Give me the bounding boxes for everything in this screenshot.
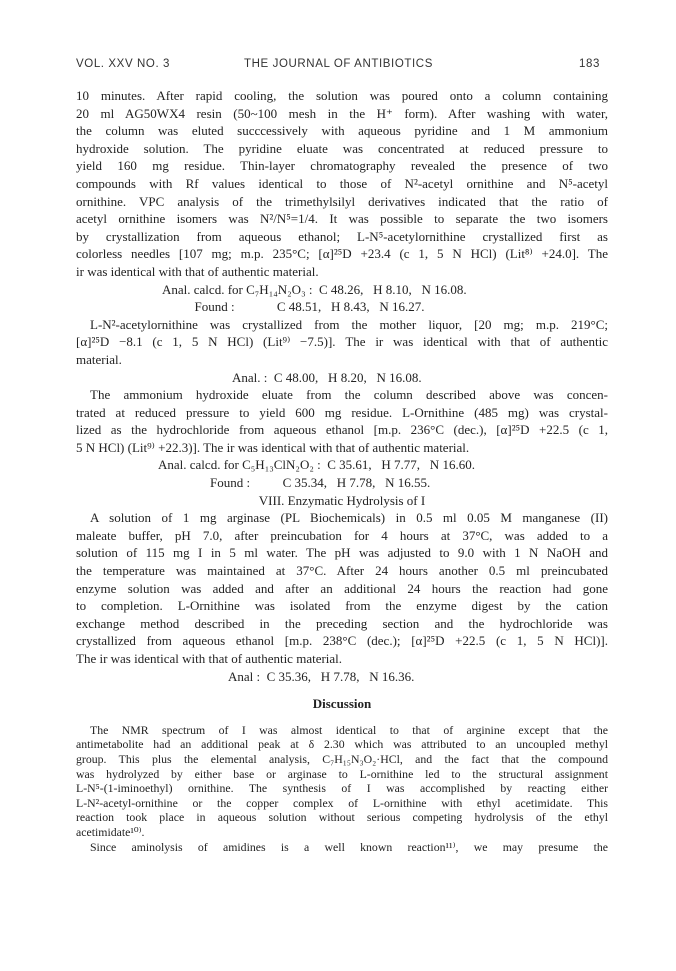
volume-number: VOL. XXV NO. 3 (76, 58, 171, 70)
paragraph-n2-acetylornithine (76, 316, 608, 369)
text-line: reaction took place in aqueous solution without serious competing hydrolysis of the ethyl (76, 810, 608, 825)
text-line: The ammonium hydroxide eluate from the column described above was concen- (90, 387, 608, 403)
text-line: compounds with Rf values identical to those of N²-acetyl ornithine and N⁵-acetyl (76, 175, 608, 191)
text-line: 5 N HCl) (Lit⁹⁾ +22.3)]. The ir was identical with that of authentic material. (76, 439, 470, 455)
discussion-heading: Discussion (312, 696, 372, 712)
text-line: A solution of 1 mg arginase (PL Biochemicals) in 0.5 ml 0.05 M manganese (II) (90, 510, 608, 526)
journal-title: THE JOURNAL OF ANTIBIOTICS (244, 58, 433, 70)
discussion-text (76, 723, 608, 854)
analysis-line: Anal. calcd. for C₇H₁₄N₂O₃ : C 48.26, H 8.10, N 16.08. (162, 281, 467, 297)
elemental-analysis-1 (76, 281, 608, 316)
text-line: trated at reduced pressure to yield 600 mg residue. L-Ornithine (485 mg) was crystal- (76, 404, 608, 420)
text-line: group. This plus the elemental analysis, C₇H₁₅N₃O₂·HCl, and the fact that the compound (76, 751, 608, 766)
text-line: L-N²-acetyl-ornithine or the copper complex of L-ornithine with ethyl acetimidate. This (76, 795, 608, 810)
paragraph-enzymatic-hydrolysis (76, 509, 608, 667)
running-header (76, 58, 600, 76)
text-line: material. (76, 351, 122, 367)
article-body (76, 87, 608, 854)
text-line: enzyme solution was added and after an additional 24 hours the reaction had gone (76, 580, 608, 596)
page-number: 183 (579, 58, 600, 70)
elemental-analysis-3 (76, 456, 608, 491)
text-line: 10 minutes. After rapid cooling, the solution was poured onto a column containing (76, 88, 608, 103)
text-line: L-N⁵-(1-iminoethyl) ornithine. The synthesis of I was accomplished by reacting either (76, 781, 608, 796)
text-line: exchange method described in the preceding section and the hydrochloride was (76, 615, 608, 631)
paragraph-ornithine (76, 386, 608, 456)
text-line: 20 ml AG50WX4 resin (50~100 mesh in the H⁺ form). After washing with water, (76, 105, 608, 121)
elemental-analysis-4 (76, 668, 608, 686)
analysis-line: Anal. : C 48.00, H 8.20, N 16.08. (232, 369, 422, 385)
text-line: by crystallization from aqueous ethanol; L-N⁵-acetylornithine crystallized first as (76, 228, 608, 244)
text-line: [α]²⁵D −8.1 (c 1, 5 N HCl) (Lit⁹⁾ −7.5)]. The ir was identical with that of authentic (76, 334, 608, 350)
text-line: was hydrolyzed by either base or arginase to L-ornithine led to the structural assignment (76, 766, 608, 781)
text-line: the temperature was maintained at 37°C. After 24 hours another 0.5 ml preincubated (76, 563, 608, 579)
text-line: maleate buffer, pH 7.0, after preincubation for 4 hours at 37°C, was added to a (76, 527, 608, 543)
spacer (76, 685, 608, 695)
text-line: ornithine. VPC analysis of the trimethylsilyl derivatives indicated that the ratio of (76, 193, 608, 209)
text-line: lized as the hydrochloride from aqueous ethanol [m.p. 236°C (dec.), [α]²⁵D +22.5 (c 1, (76, 422, 608, 438)
text-line: yield 160 mg residue. Thin-layer chromatography revealed the presence of two (76, 158, 608, 174)
analysis-line: Found : C 48.51, H 8.43, N 16.27. (162, 299, 425, 315)
analysis-line: Anal : C 35.36, H 7.78, N 16.36. (228, 668, 415, 684)
text-line: The ir was identical with that of authentic material. (76, 651, 343, 666)
text-line: acetyl ornithine isomers was N²/N⁵=1/4. It was possible to separate the two isomers (76, 211, 608, 227)
elemental-analysis-2 (76, 369, 608, 387)
analysis-line: Found : C 35.34, H 7.78, N 16.55. (158, 475, 431, 491)
text-line: The NMR spectrum of I was almost identical to that of arginine except that the (90, 722, 608, 737)
text-line: antimetabolite had an additional peak at δ 2.30 which was attributed to an uncoupled methyl (76, 737, 608, 752)
text-line: colorless needles [107 mg; m.p. 235°C; [α]²⁵D +23.4 (c 1, 5 N HCl) (Lit⁸⁾ +24.0]. The (76, 246, 608, 262)
text-line: Since aminolysis of amidines is a well known reaction¹¹⁾, we may presume the (90, 839, 608, 854)
text-line: solution of 115 mg I in 5 ml water. The pH was adjusted to 9.0 with 1 N NaOH and (76, 545, 608, 561)
text-line: to completion. L-Ornithine was isolated from the enzyme digest by the cation (76, 598, 608, 614)
paragraph-column-elution (76, 87, 608, 281)
text-line: acetimidate¹⁰⁾. (76, 824, 145, 839)
text-line: crystallized from aqueous ethanol [m.p. 238°C (dec.); [α]²⁵D +22.5 (c 1, 5 N HCl)]. (76, 633, 608, 649)
spacer (76, 713, 608, 723)
text-line: L-N²-acetylornithine was crystallized from the mother liquor, [20 mg; m.p. 219°C; (90, 316, 608, 332)
section-heading: VIII. Enzymatic Hydrolysis of I (258, 492, 426, 508)
text-line: ir was identical with that of authentic material. (76, 263, 319, 279)
text-line: the column was eluted succcessively with aqueous pyridine and 1 M ammonium (76, 123, 608, 139)
analysis-line: Anal. calcd. for C₅H₁₃ClN₂O₂ : C 35.61, H 7.77, N 16.60. (158, 457, 475, 473)
text-line: hydroxide solution. The pyridine eluate was concentrated at reduced pressure to (76, 140, 608, 156)
